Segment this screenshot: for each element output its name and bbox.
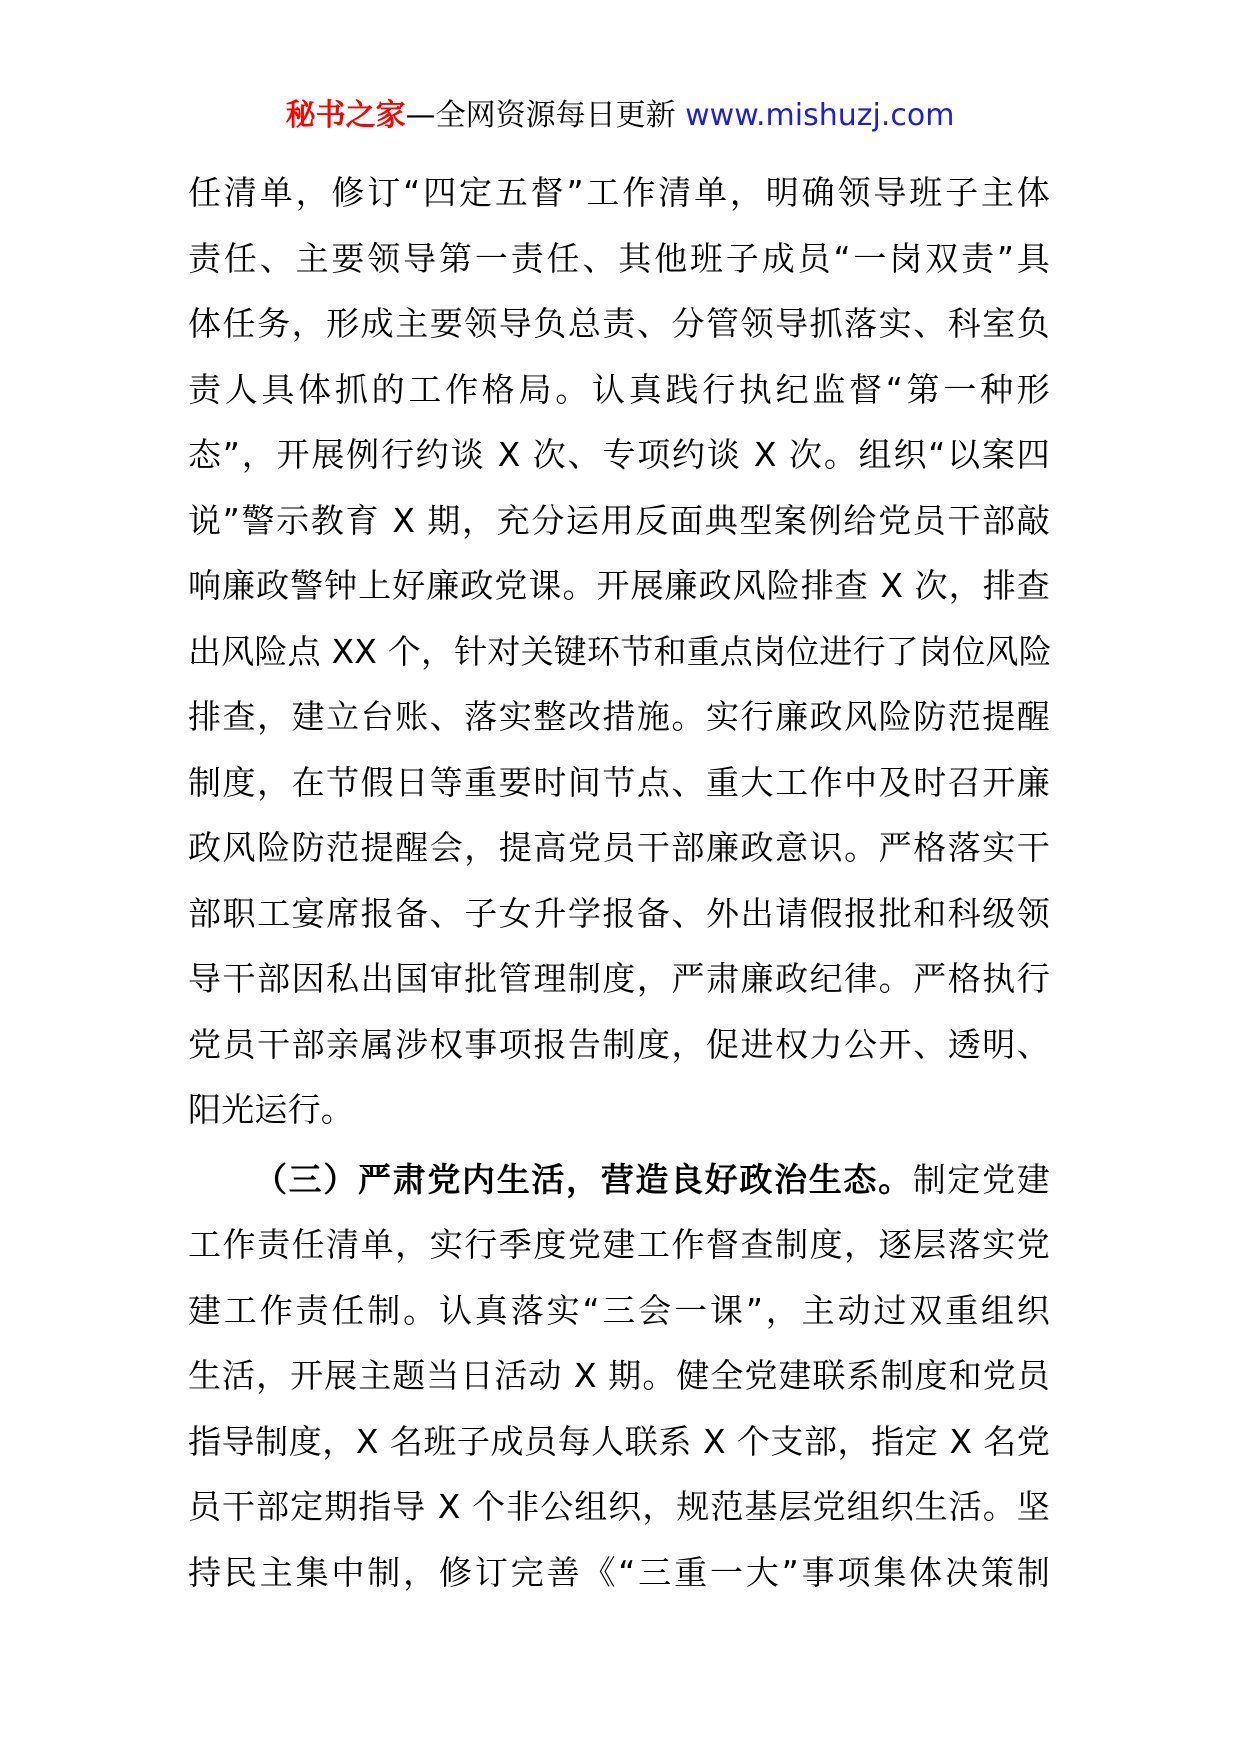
paragraph-1: [188, 160, 1050, 1143]
document-body: [188, 160, 1050, 1605]
header-url-link[interactable]: www.mishuzj.com: [685, 98, 955, 133]
text-line: 体任务，形成主要领导负总责、分管领导抓落实、科室负: [188, 304, 1050, 343]
text-line: 政风险防范提醒会，提高党员干部廉政意识。严格落实干: [188, 828, 1050, 867]
text-line: 持民主集中制，修订完善《“三重一大”事项集体决策制: [188, 1552, 1050, 1592]
text-line: 部职工宴席报备、子女升学报备、外出请假报批和科级领: [188, 893, 1050, 933]
text-line: 排查，建立台账、落实整改措施。实行廉政风险防范提醒: [188, 697, 1050, 736]
section-heading-line: [188, 1147, 1050, 1213]
text-line: 工作责任清单，实行季度党建工作督查制度，逐层落实党: [188, 1225, 1050, 1264]
text-line: 责人具体抓的工作格局。认真践行执纪监督“第一种形: [188, 369, 1050, 409]
paragraph-2: [188, 1147, 1050, 1606]
text-fragment: 制定党建: [912, 1159, 1050, 1199]
section-heading: （三）严肃党内生活，营造良好政治生态。: [254, 1159, 913, 1199]
header-brand: 秘书之家: [285, 98, 406, 133]
text-line: 导干部因私出国审批管理制度，严肃廉政纪律。严格执行: [188, 959, 1050, 998]
text-line: 制度，在节假日等重要时间节点、重大工作中及时召开廉: [188, 762, 1050, 802]
text-line: 响廉政警钟上好廉政党课。开展廉政风险排查 X 次，排查: [188, 566, 1050, 605]
text-line: 生活，开展主题当日活动 X 期。健全党建联系制度和党员: [188, 1356, 1050, 1395]
text-line: 员干部定期指导 X 个非公组织，规范基层党组织生活。坚: [188, 1487, 1050, 1526]
text-line: 说”警示教育 X 期，充分运用反面典型案例给党员干部敲: [188, 500, 1050, 540]
page-header: [0, 96, 1240, 136]
text-line: 态”，开展例行约谈 X 次、专项约谈 X 次。组织“以案四: [188, 435, 1050, 474]
text-line: 指导制度，X 名班子成员每人联系 X 个支部，指定 X 名党: [188, 1421, 1050, 1461]
text-line: 出风险点 XX 个，针对关键环节和重点岗位进行了岗位风险: [188, 631, 1052, 671]
text-line: 任清单，修订“四定五督”工作清单，明确领导班子主体: [188, 173, 1050, 212]
text-line: 阳光运行。: [188, 1090, 354, 1129]
header-slogan: —全网资源每日更新: [405, 98, 686, 133]
text-line: 建工作责任制。认真落实“三会一课”，主动过双重组织: [188, 1290, 1050, 1330]
text-line: 责任、主要领导第一责任、其他班子成员“一岗双责”具: [188, 238, 1050, 278]
text-line: 党员干部亲属涉权事项报告制度，促进权力公开、透明、: [188, 1024, 1050, 1064]
